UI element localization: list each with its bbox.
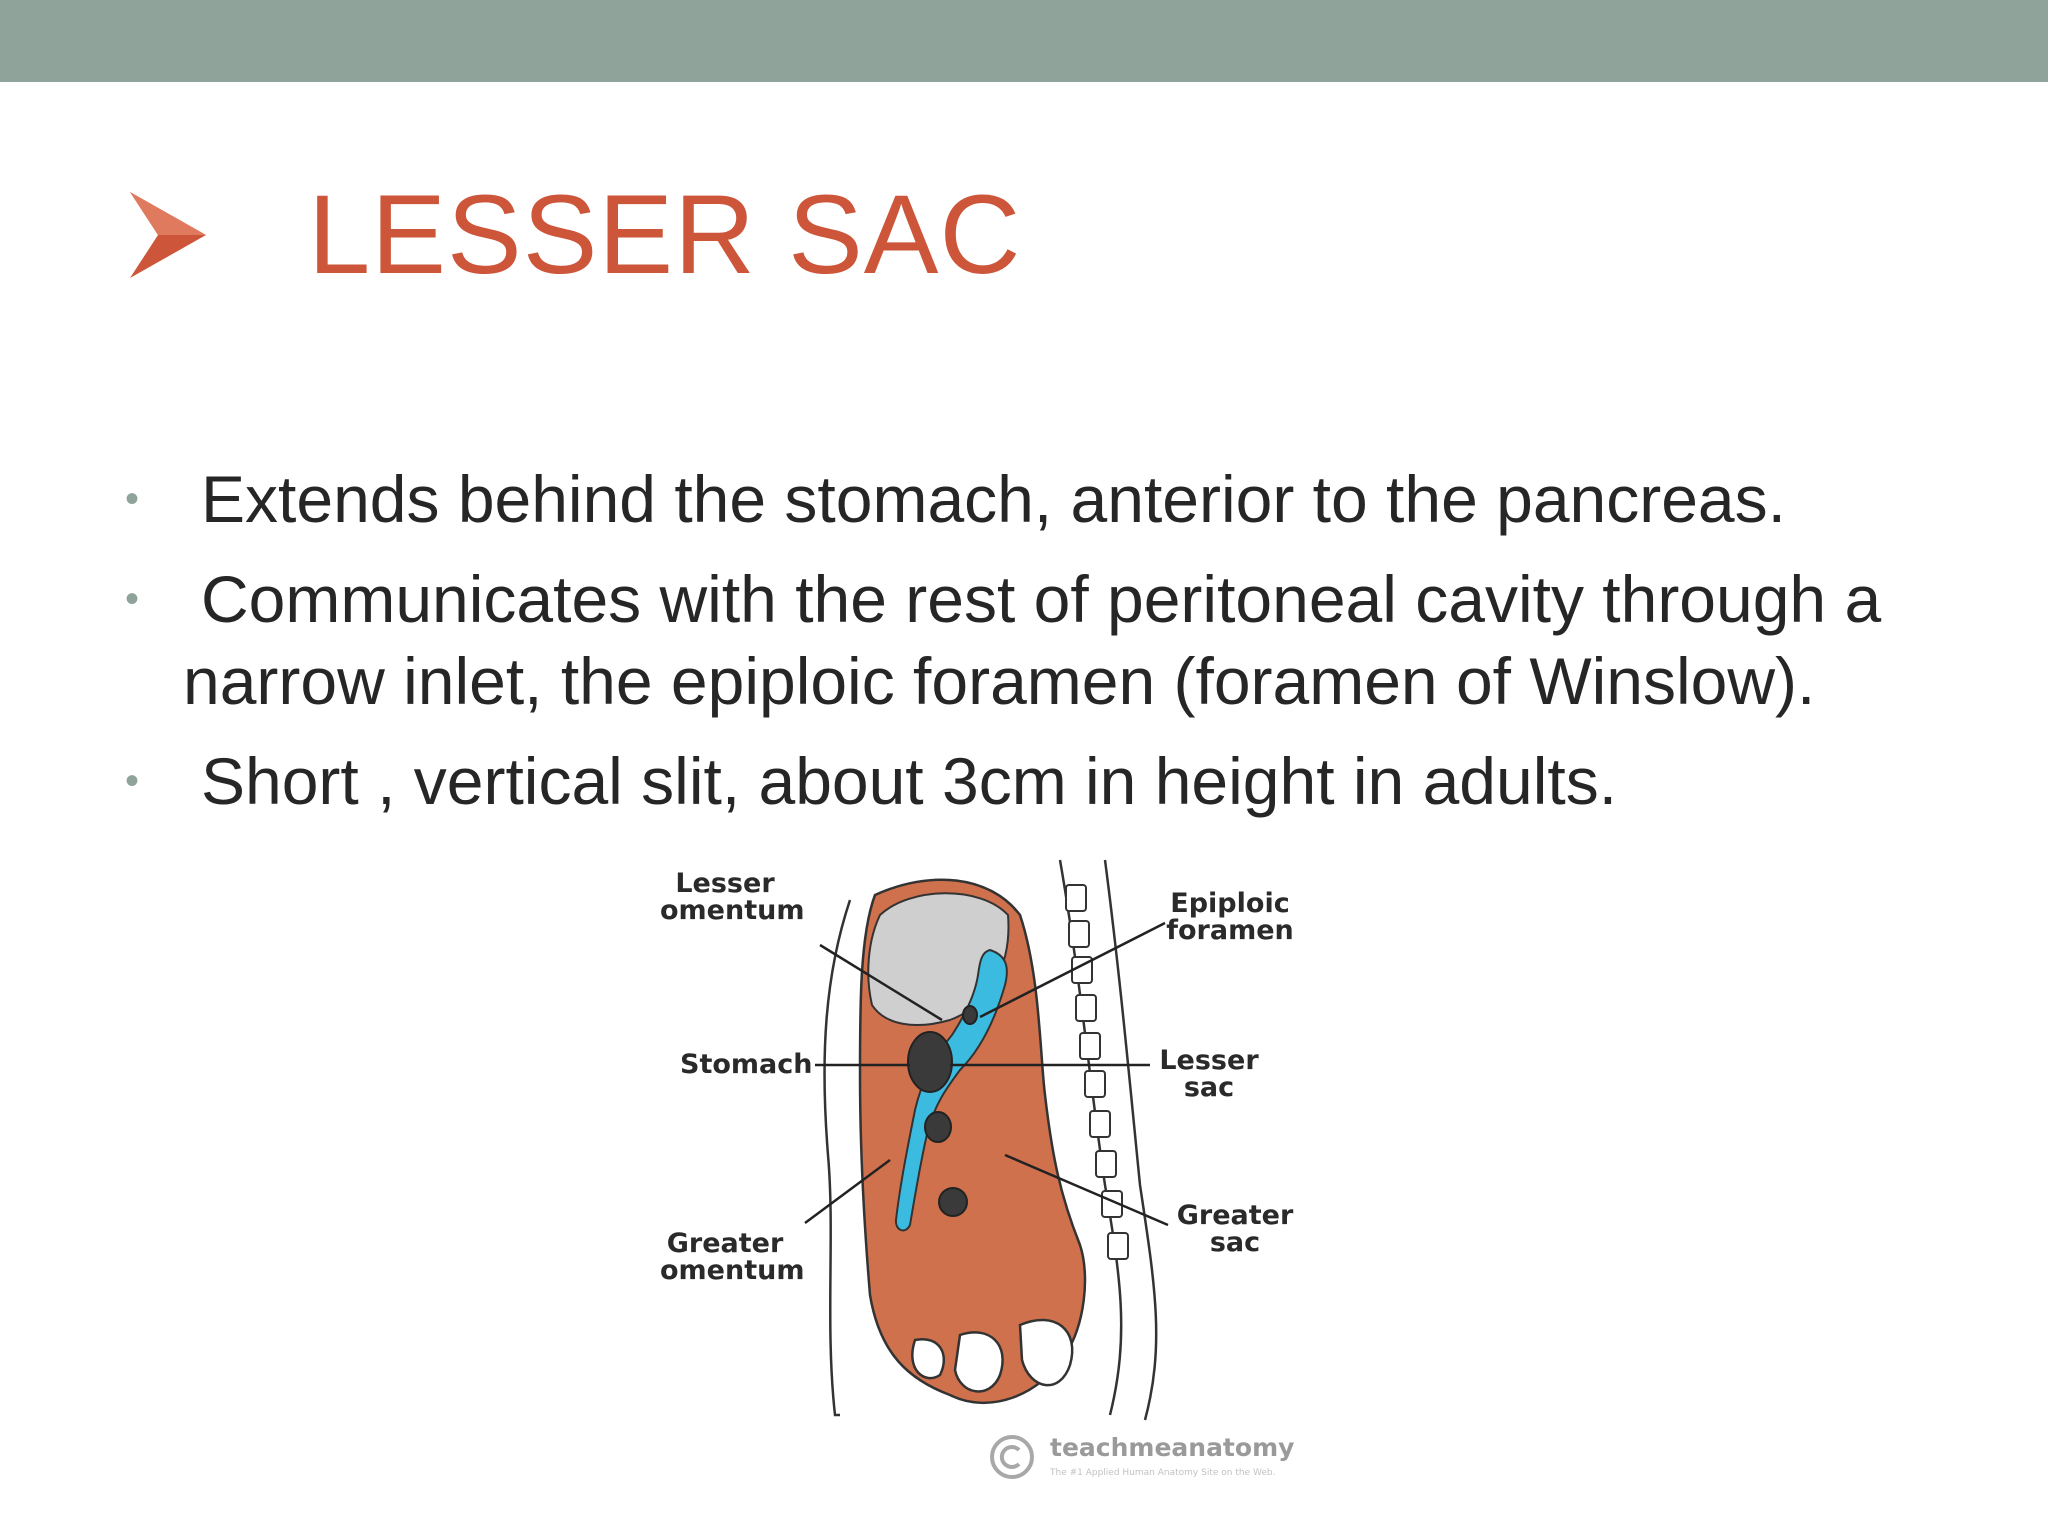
bullet-text: Communicates with the rest of peritoneal cavity through a narrow inlet, the epiploic foramen (foramen of Winslow). [183, 562, 1882, 718]
bullet-item [118, 740, 1998, 822]
label-lesser-sac: Lesser sac [1159, 1045, 1259, 1103]
lesser-sac-diagram [660, 855, 1340, 1495]
label-greater-omentum: Greater omentum [660, 1228, 805, 1286]
label-lesser-omentum: Lesser omentum [660, 868, 805, 926]
bullet-dot-icon: • [125, 477, 140, 521]
label-epiploic-foramen: Epiploic foramen [1166, 888, 1294, 946]
watermark-tagline: The #1 Applied Human Anatomy Site on the Web. [1050, 1468, 1276, 1478]
sagittal-section-illustration [660, 855, 1340, 1495]
bullet-dot-icon: • [125, 577, 140, 621]
bullet-item [118, 458, 1998, 540]
bullet-item [118, 558, 1998, 722]
bullet-dot-icon: • [125, 759, 140, 803]
arrow-bullet-icon [128, 190, 208, 280]
label-stomach: Stomach [680, 1049, 813, 1080]
bullet-text: Short , vertical slit, about 3cm in height in adults. [201, 744, 1618, 818]
watermark-name: teachmeanatomy [1050, 1433, 1295, 1462]
bullet-list [118, 458, 1998, 840]
top-color-band [0, 0, 2048, 82]
slide-title: LESSER SAC [308, 172, 1022, 297]
copyright-logo-icon [988, 1433, 1036, 1481]
label-greater-sac: Greater sac [1176, 1200, 1294, 1258]
bullet-text: Extends behind the stomach, anterior to the pancreas. [201, 462, 1786, 536]
title-row [128, 170, 1021, 300]
